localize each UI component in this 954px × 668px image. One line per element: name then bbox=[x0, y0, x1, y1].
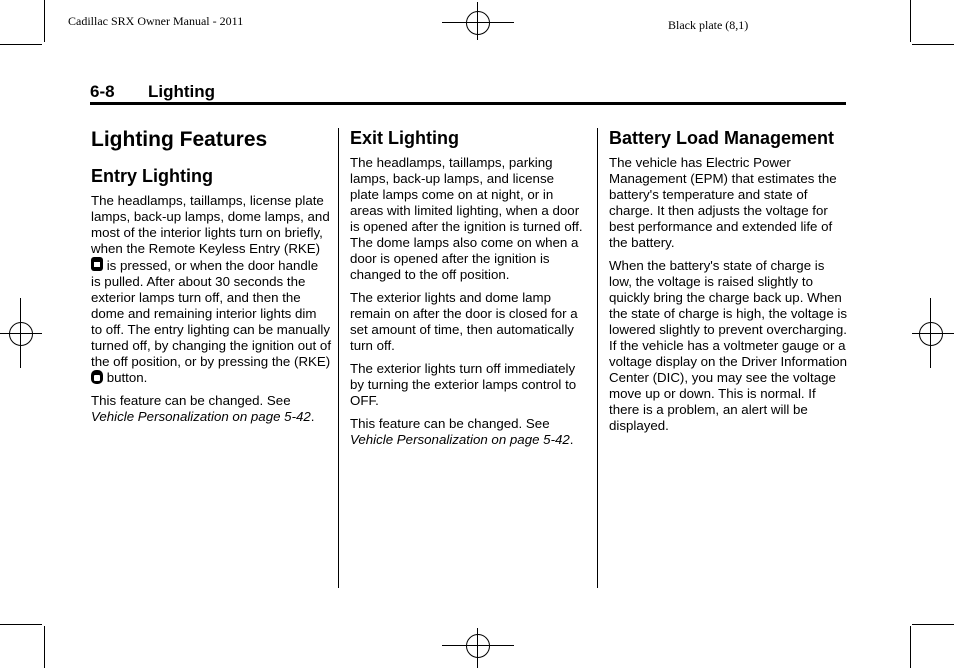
page-number: 6-8 bbox=[90, 82, 115, 101]
rke-unlock-icon bbox=[91, 257, 103, 271]
column-entry-lighting bbox=[91, 128, 331, 432]
crop-mark-bottom-left-v bbox=[44, 626, 45, 668]
exit-lighting-paragraph-2: The exterior lights and dome lamp remain on after the door is closed for a set amount of time, then automatically turn off. bbox=[350, 290, 578, 353]
rke-lock-icon bbox=[91, 370, 103, 384]
page-title: Lighting Features bbox=[91, 128, 268, 151]
section-header bbox=[90, 82, 215, 102]
column-exit-lighting bbox=[350, 128, 585, 455]
manual-title: Cadillac SRX Owner Manual - 2011 bbox=[68, 14, 244, 28]
plate-label: Black plate (8,1) bbox=[668, 18, 749, 32]
entry-lighting-paragraph bbox=[91, 193, 331, 386]
entry-lighting-heading: Entry Lighting bbox=[91, 166, 213, 186]
section-title: Lighting bbox=[148, 82, 216, 101]
exit-lighting-heading: Exit Lighting bbox=[350, 128, 459, 148]
text-run: The headlamps, taillamps, license plate lamps, back-up lamps, dome lamps, and most of the interior lights turn on briefly, when the Remote Keyless Entry (RKE) bbox=[91, 193, 330, 256]
entry-lighting-reference bbox=[91, 393, 331, 425]
text-run: . bbox=[569, 432, 574, 447]
cross-reference-link[interactable]: Vehicle Personalization on page 5‑42 bbox=[350, 432, 570, 447]
crop-mark-top-right-h bbox=[912, 44, 954, 45]
text-run: . bbox=[310, 409, 315, 424]
text-run: This feature can be changed. See bbox=[350, 416, 550, 431]
exit-lighting-paragraph-1: The headlamps, taillamps, parking lamps, back-up lamps, and license plate lamps come on at night, or in areas with limited lighting, when a door is opened after the ignition is turned off. The dome lamps also come on when a door is opened after the ignition is changed to the off position. bbox=[350, 155, 583, 282]
battery-load-paragraph-1: The vehicle has Electric Power Management (EPM) that estimates the battery's temperature and state of charge. It then adjusts the voltage for best performance and extended life of the battery. bbox=[609, 155, 837, 250]
column-divider bbox=[338, 128, 339, 588]
battery-load-heading: Battery Load Management bbox=[609, 128, 835, 148]
battery-load-paragraph-2: When the battery's state of charge is low, the voltage is raised slightly to quickly bring the charge back up. When the state of charge is high, the voltage is lowered slightly to prevent overcharging. If the vehicle has a voltmeter gauge or a voltage display on the Driver Information Center (DIC), you may see the voltage move up or down. This is normal. If there is a problem, an alert will be displayed. bbox=[609, 258, 848, 433]
column-battery-load bbox=[609, 128, 849, 441]
crop-mark-bottom-left-h bbox=[0, 624, 42, 625]
crop-mark-bottom-right-h bbox=[912, 624, 954, 625]
column-divider bbox=[597, 128, 598, 588]
crop-mark-top-right-v bbox=[910, 0, 911, 42]
crop-mark-top-left-v bbox=[44, 0, 45, 42]
cross-reference-link[interactable]: Vehicle Personalization on page 5‑42 bbox=[91, 409, 311, 424]
text-run: is pressed, or when the door handle is pulled. After about 30 seconds the exterior lamps turn off, and then the dome and remaining interior lights dim to off. The entry lighting can be manually turned off, by changing the ignition out of the off position, or by pressing the (RKE) bbox=[91, 258, 332, 369]
exit-lighting-paragraph-3: The exterior lights turn off immediately by turning the exterior lamps control to OFF. bbox=[350, 361, 577, 408]
crop-mark-bottom-right-v bbox=[910, 626, 911, 668]
crop-mark-top-left-h bbox=[0, 44, 42, 45]
text-run: This feature can be changed. See bbox=[91, 393, 291, 408]
exit-lighting-reference bbox=[350, 416, 585, 448]
header-rule bbox=[90, 102, 846, 105]
text-run: button. bbox=[103, 370, 148, 385]
